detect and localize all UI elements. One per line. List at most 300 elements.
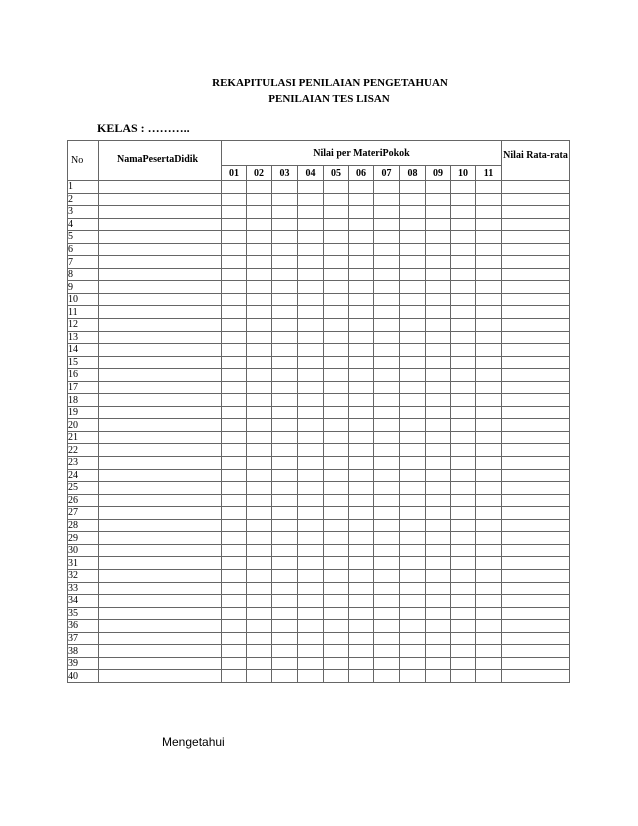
score-cell[interactable]: [222, 268, 247, 281]
score-cell[interactable]: [272, 281, 298, 294]
average-cell[interactable]: [502, 306, 570, 319]
score-cell[interactable]: [247, 268, 272, 281]
score-cell[interactable]: [426, 256, 451, 269]
score-cell[interactable]: [349, 557, 374, 570]
score-cell[interactable]: [222, 645, 247, 658]
score-cell[interactable]: [247, 406, 272, 419]
score-cell[interactable]: [349, 419, 374, 432]
score-cell[interactable]: [476, 457, 502, 470]
score-cell[interactable]: [298, 670, 324, 683]
score-cell[interactable]: [298, 532, 324, 545]
score-cell[interactable]: [374, 519, 400, 532]
score-cell[interactable]: [400, 193, 426, 206]
score-cell[interactable]: [374, 544, 400, 557]
score-cell[interactable]: [451, 243, 476, 256]
average-cell[interactable]: [502, 569, 570, 582]
score-cell[interactable]: [222, 369, 247, 382]
score-cell[interactable]: [426, 469, 451, 482]
score-cell[interactable]: [451, 293, 476, 306]
score-cell[interactable]: [426, 431, 451, 444]
score-cell[interactable]: [349, 369, 374, 382]
score-cell[interactable]: [426, 670, 451, 683]
score-cell[interactable]: [451, 532, 476, 545]
score-cell[interactable]: [247, 231, 272, 244]
score-cell[interactable]: [324, 431, 349, 444]
score-cell[interactable]: [298, 394, 324, 407]
score-cell[interactable]: [400, 218, 426, 231]
score-cell[interactable]: [374, 231, 400, 244]
score-cell[interactable]: [272, 419, 298, 432]
score-cell[interactable]: [298, 645, 324, 658]
score-cell[interactable]: [222, 394, 247, 407]
score-cell[interactable]: [426, 181, 451, 194]
score-cell[interactable]: [324, 569, 349, 582]
score-cell[interactable]: [451, 181, 476, 194]
score-cell[interactable]: [374, 431, 400, 444]
average-cell[interactable]: [502, 431, 570, 444]
average-cell[interactable]: [502, 632, 570, 645]
average-cell[interactable]: [502, 394, 570, 407]
score-cell[interactable]: [349, 193, 374, 206]
score-cell[interactable]: [476, 369, 502, 382]
score-cell[interactable]: [324, 268, 349, 281]
score-cell[interactable]: [426, 607, 451, 620]
score-cell[interactable]: [222, 431, 247, 444]
average-cell[interactable]: [502, 670, 570, 683]
score-cell[interactable]: [451, 632, 476, 645]
score-cell[interactable]: [400, 494, 426, 507]
student-name-cell[interactable]: [99, 268, 222, 281]
score-cell[interactable]: [451, 369, 476, 382]
score-cell[interactable]: [222, 569, 247, 582]
score-cell[interactable]: [272, 657, 298, 670]
score-cell[interactable]: [374, 569, 400, 582]
score-cell[interactable]: [324, 494, 349, 507]
score-cell[interactable]: [400, 243, 426, 256]
score-cell[interactable]: [349, 519, 374, 532]
score-cell[interactable]: [222, 632, 247, 645]
score-cell[interactable]: [222, 356, 247, 369]
average-cell[interactable]: [502, 419, 570, 432]
score-cell[interactable]: [247, 557, 272, 570]
score-cell[interactable]: [476, 544, 502, 557]
score-cell[interactable]: [222, 181, 247, 194]
score-cell[interactable]: [247, 607, 272, 620]
score-cell[interactable]: [451, 206, 476, 219]
score-cell[interactable]: [272, 319, 298, 332]
score-cell[interactable]: [426, 218, 451, 231]
score-cell[interactable]: [400, 419, 426, 432]
student-name-cell[interactable]: [99, 231, 222, 244]
score-cell[interactable]: [222, 419, 247, 432]
score-cell[interactable]: [222, 469, 247, 482]
score-cell[interactable]: [324, 406, 349, 419]
score-cell[interactable]: [272, 293, 298, 306]
average-cell[interactable]: [502, 218, 570, 231]
score-cell[interactable]: [298, 469, 324, 482]
score-cell[interactable]: [451, 331, 476, 344]
average-cell[interactable]: [502, 620, 570, 633]
score-cell[interactable]: [247, 331, 272, 344]
score-cell[interactable]: [349, 356, 374, 369]
score-cell[interactable]: [324, 419, 349, 432]
score-cell[interactable]: [222, 457, 247, 470]
score-cell[interactable]: [247, 670, 272, 683]
score-cell[interactable]: [476, 331, 502, 344]
student-name-cell[interactable]: [99, 193, 222, 206]
student-name-cell[interactable]: [99, 206, 222, 219]
average-cell[interactable]: [502, 281, 570, 294]
score-cell[interactable]: [298, 231, 324, 244]
score-cell[interactable]: [298, 607, 324, 620]
score-cell[interactable]: [247, 595, 272, 608]
score-cell[interactable]: [272, 331, 298, 344]
score-cell[interactable]: [272, 306, 298, 319]
average-cell[interactable]: [502, 331, 570, 344]
score-cell[interactable]: [349, 670, 374, 683]
score-cell[interactable]: [247, 457, 272, 470]
score-cell[interactable]: [451, 482, 476, 495]
score-cell[interactable]: [298, 431, 324, 444]
score-cell[interactable]: [426, 620, 451, 633]
score-cell[interactable]: [349, 469, 374, 482]
score-cell[interactable]: [426, 457, 451, 470]
score-cell[interactable]: [272, 494, 298, 507]
score-cell[interactable]: [272, 356, 298, 369]
score-cell[interactable]: [426, 356, 451, 369]
score-cell[interactable]: [374, 281, 400, 294]
score-cell[interactable]: [272, 444, 298, 457]
score-cell[interactable]: [349, 632, 374, 645]
score-cell[interactable]: [298, 256, 324, 269]
score-cell[interactable]: [426, 444, 451, 457]
score-cell[interactable]: [298, 381, 324, 394]
score-cell[interactable]: [247, 544, 272, 557]
score-cell[interactable]: [324, 381, 349, 394]
score-cell[interactable]: [451, 645, 476, 658]
score-cell[interactable]: [400, 620, 426, 633]
score-cell[interactable]: [476, 557, 502, 570]
score-cell[interactable]: [298, 519, 324, 532]
score-cell[interactable]: [451, 519, 476, 532]
student-name-cell[interactable]: [99, 557, 222, 570]
score-cell[interactable]: [298, 281, 324, 294]
score-cell[interactable]: [451, 507, 476, 520]
score-cell[interactable]: [374, 319, 400, 332]
student-name-cell[interactable]: [99, 532, 222, 545]
score-cell[interactable]: [222, 381, 247, 394]
student-name-cell[interactable]: [99, 494, 222, 507]
score-cell[interactable]: [451, 607, 476, 620]
score-cell[interactable]: [476, 394, 502, 407]
score-cell[interactable]: [324, 344, 349, 357]
score-cell[interactable]: [324, 595, 349, 608]
score-cell[interactable]: [400, 206, 426, 219]
score-cell[interactable]: [400, 319, 426, 332]
score-cell[interactable]: [349, 607, 374, 620]
score-cell[interactable]: [426, 344, 451, 357]
score-cell[interactable]: [298, 206, 324, 219]
score-cell[interactable]: [222, 544, 247, 557]
score-cell[interactable]: [247, 293, 272, 306]
score-cell[interactable]: [349, 431, 374, 444]
score-cell[interactable]: [298, 193, 324, 206]
score-cell[interactable]: [374, 557, 400, 570]
score-cell[interactable]: [476, 293, 502, 306]
score-cell[interactable]: [426, 306, 451, 319]
score-cell[interactable]: [451, 469, 476, 482]
score-cell[interactable]: [298, 218, 324, 231]
student-name-cell[interactable]: [99, 319, 222, 332]
score-cell[interactable]: [222, 507, 247, 520]
student-name-cell[interactable]: [99, 507, 222, 520]
student-name-cell[interactable]: [99, 331, 222, 344]
score-cell[interactable]: [247, 243, 272, 256]
average-cell[interactable]: [502, 231, 570, 244]
score-cell[interactable]: [426, 293, 451, 306]
average-cell[interactable]: [502, 206, 570, 219]
score-cell[interactable]: [324, 256, 349, 269]
score-cell[interactable]: [222, 607, 247, 620]
score-cell[interactable]: [247, 369, 272, 382]
score-cell[interactable]: [349, 482, 374, 495]
score-cell[interactable]: [298, 419, 324, 432]
score-cell[interactable]: [272, 193, 298, 206]
score-cell[interactable]: [426, 645, 451, 658]
score-cell[interactable]: [374, 218, 400, 231]
score-cell[interactable]: [349, 181, 374, 194]
score-cell[interactable]: [451, 444, 476, 457]
student-name-cell[interactable]: [99, 670, 222, 683]
average-cell[interactable]: [502, 657, 570, 670]
score-cell[interactable]: [222, 293, 247, 306]
score-cell[interactable]: [451, 544, 476, 557]
score-cell[interactable]: [374, 181, 400, 194]
score-cell[interactable]: [476, 519, 502, 532]
score-cell[interactable]: [349, 306, 374, 319]
score-cell[interactable]: [222, 306, 247, 319]
score-cell[interactable]: [374, 406, 400, 419]
score-cell[interactable]: [324, 507, 349, 520]
score-cell[interactable]: [349, 293, 374, 306]
score-cell[interactable]: [324, 218, 349, 231]
score-cell[interactable]: [400, 381, 426, 394]
score-cell[interactable]: [451, 457, 476, 470]
score-cell[interactable]: [324, 231, 349, 244]
student-name-cell[interactable]: [99, 419, 222, 432]
score-cell[interactable]: [349, 394, 374, 407]
score-cell[interactable]: [400, 181, 426, 194]
score-cell[interactable]: [426, 657, 451, 670]
score-cell[interactable]: [400, 256, 426, 269]
score-cell[interactable]: [272, 519, 298, 532]
score-cell[interactable]: [222, 657, 247, 670]
score-cell[interactable]: [374, 394, 400, 407]
score-cell[interactable]: [272, 544, 298, 557]
score-cell[interactable]: [349, 444, 374, 457]
student-name-cell[interactable]: [99, 256, 222, 269]
student-name-cell[interactable]: [99, 657, 222, 670]
score-cell[interactable]: [324, 620, 349, 633]
score-cell[interactable]: [476, 607, 502, 620]
score-cell[interactable]: [476, 344, 502, 357]
score-cell[interactable]: [247, 256, 272, 269]
score-cell[interactable]: [247, 494, 272, 507]
score-cell[interactable]: [272, 369, 298, 382]
score-cell[interactable]: [400, 356, 426, 369]
score-cell[interactable]: [476, 281, 502, 294]
score-cell[interactable]: [426, 206, 451, 219]
score-cell[interactable]: [400, 582, 426, 595]
score-cell[interactable]: [374, 657, 400, 670]
score-cell[interactable]: [298, 406, 324, 419]
score-cell[interactable]: [247, 569, 272, 582]
score-cell[interactable]: [451, 231, 476, 244]
score-cell[interactable]: [298, 582, 324, 595]
score-cell[interactable]: [476, 469, 502, 482]
student-name-cell[interactable]: [99, 356, 222, 369]
score-cell[interactable]: [374, 494, 400, 507]
score-cell[interactable]: [374, 532, 400, 545]
score-cell[interactable]: [476, 356, 502, 369]
score-cell[interactable]: [374, 670, 400, 683]
score-cell[interactable]: [374, 193, 400, 206]
score-cell[interactable]: [272, 256, 298, 269]
score-cell[interactable]: [426, 569, 451, 582]
score-cell[interactable]: [298, 268, 324, 281]
score-cell[interactable]: [222, 218, 247, 231]
score-cell[interactable]: [476, 444, 502, 457]
score-cell[interactable]: [426, 419, 451, 432]
score-cell[interactable]: [374, 582, 400, 595]
score-cell[interactable]: [374, 268, 400, 281]
score-cell[interactable]: [400, 632, 426, 645]
score-cell[interactable]: [451, 281, 476, 294]
average-cell[interactable]: [502, 256, 570, 269]
score-cell[interactable]: [272, 469, 298, 482]
score-cell[interactable]: [400, 231, 426, 244]
score-cell[interactable]: [400, 569, 426, 582]
score-cell[interactable]: [222, 670, 247, 683]
score-cell[interactable]: [247, 657, 272, 670]
score-cell[interactable]: [272, 620, 298, 633]
score-cell[interactable]: [426, 582, 451, 595]
score-cell[interactable]: [349, 406, 374, 419]
score-cell[interactable]: [451, 670, 476, 683]
score-cell[interactable]: [400, 595, 426, 608]
score-cell[interactable]: [476, 569, 502, 582]
score-cell[interactable]: [222, 344, 247, 357]
score-cell[interactable]: [400, 268, 426, 281]
score-cell[interactable]: [349, 532, 374, 545]
average-cell[interactable]: [502, 193, 570, 206]
score-cell[interactable]: [426, 381, 451, 394]
score-cell[interactable]: [247, 344, 272, 357]
score-cell[interactable]: [349, 569, 374, 582]
score-cell[interactable]: [298, 356, 324, 369]
score-cell[interactable]: [349, 657, 374, 670]
score-cell[interactable]: [222, 532, 247, 545]
score-cell[interactable]: [426, 482, 451, 495]
score-cell[interactable]: [272, 381, 298, 394]
score-cell[interactable]: [451, 381, 476, 394]
average-cell[interactable]: [502, 582, 570, 595]
score-cell[interactable]: [349, 620, 374, 633]
score-cell[interactable]: [222, 406, 247, 419]
score-cell[interactable]: [451, 356, 476, 369]
score-cell[interactable]: [451, 406, 476, 419]
student-name-cell[interactable]: [99, 582, 222, 595]
score-cell[interactable]: [222, 494, 247, 507]
score-cell[interactable]: [272, 532, 298, 545]
score-cell[interactable]: [451, 557, 476, 570]
student-name-cell[interactable]: [99, 431, 222, 444]
score-cell[interactable]: [400, 306, 426, 319]
score-cell[interactable]: [247, 482, 272, 495]
average-cell[interactable]: [502, 494, 570, 507]
score-cell[interactable]: [247, 469, 272, 482]
score-cell[interactable]: [324, 519, 349, 532]
score-cell[interactable]: [222, 595, 247, 608]
score-cell[interactable]: [247, 193, 272, 206]
score-cell[interactable]: [298, 632, 324, 645]
score-cell[interactable]: [272, 645, 298, 658]
score-cell[interactable]: [247, 218, 272, 231]
score-cell[interactable]: [222, 582, 247, 595]
score-cell[interactable]: [247, 319, 272, 332]
average-cell[interactable]: [502, 544, 570, 557]
score-cell[interactable]: [426, 532, 451, 545]
score-cell[interactable]: [247, 206, 272, 219]
score-cell[interactable]: [400, 607, 426, 620]
student-name-cell[interactable]: [99, 381, 222, 394]
score-cell[interactable]: [476, 206, 502, 219]
score-cell[interactable]: [426, 494, 451, 507]
average-cell[interactable]: [502, 243, 570, 256]
student-name-cell[interactable]: [99, 632, 222, 645]
score-cell[interactable]: [349, 582, 374, 595]
score-cell[interactable]: [476, 243, 502, 256]
score-cell[interactable]: [272, 218, 298, 231]
score-cell[interactable]: [324, 319, 349, 332]
score-cell[interactable]: [476, 381, 502, 394]
score-cell[interactable]: [247, 181, 272, 194]
score-cell[interactable]: [476, 670, 502, 683]
score-cell[interactable]: [272, 557, 298, 570]
average-cell[interactable]: [502, 406, 570, 419]
score-cell[interactable]: [400, 507, 426, 520]
score-cell[interactable]: [476, 494, 502, 507]
score-cell[interactable]: [324, 306, 349, 319]
average-cell[interactable]: [502, 268, 570, 281]
score-cell[interactable]: [426, 281, 451, 294]
student-name-cell[interactable]: [99, 406, 222, 419]
score-cell[interactable]: [476, 532, 502, 545]
student-name-cell[interactable]: [99, 457, 222, 470]
score-cell[interactable]: [400, 670, 426, 683]
score-cell[interactable]: [272, 582, 298, 595]
score-cell[interactable]: [272, 344, 298, 357]
score-cell[interactable]: [349, 218, 374, 231]
score-cell[interactable]: [272, 507, 298, 520]
score-cell[interactable]: [272, 181, 298, 194]
score-cell[interactable]: [324, 670, 349, 683]
score-cell[interactable]: [222, 193, 247, 206]
average-cell[interactable]: [502, 532, 570, 545]
average-cell[interactable]: [502, 469, 570, 482]
student-name-cell[interactable]: [99, 293, 222, 306]
score-cell[interactable]: [247, 519, 272, 532]
